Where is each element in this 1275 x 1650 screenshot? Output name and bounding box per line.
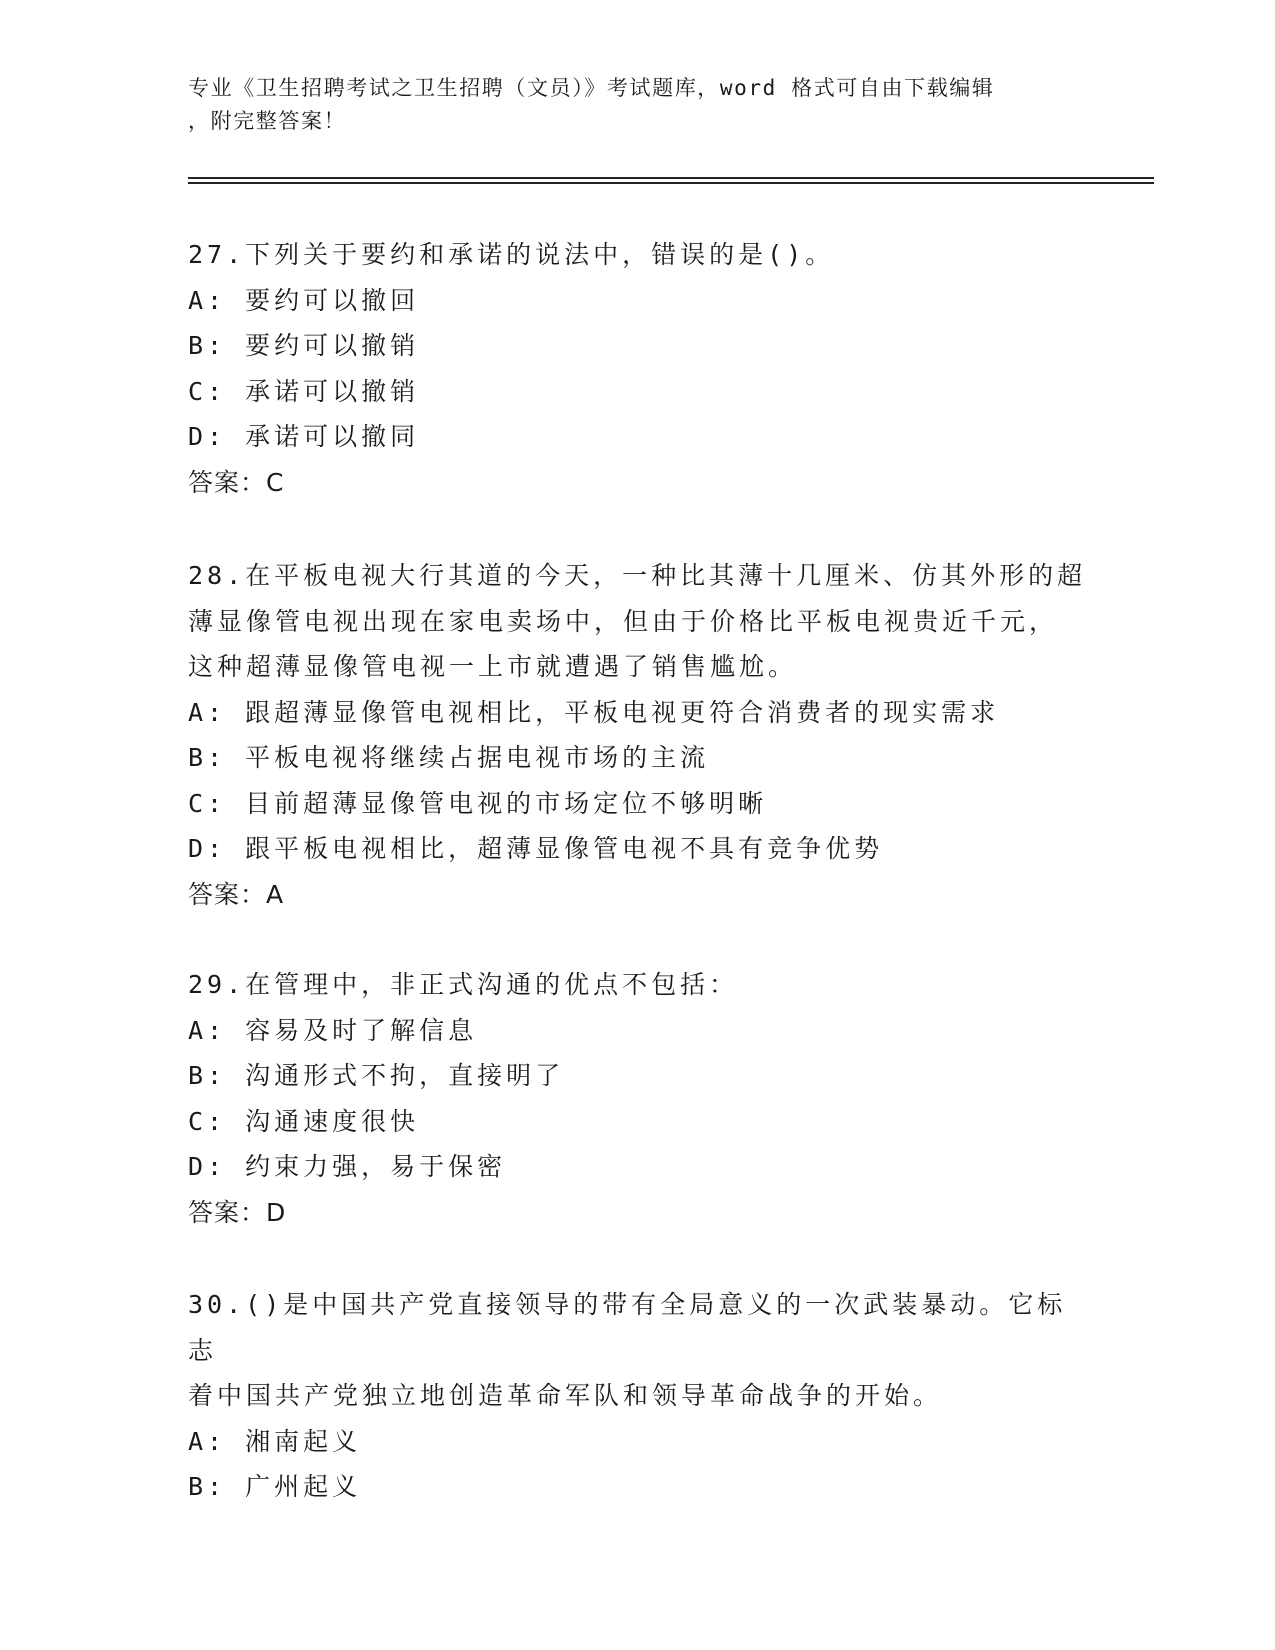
option-a: A: 容易及时了解信息 <box>188 1015 478 1045</box>
header-line-1: 专业《卫生招聘考试之卫生招聘（文员）》考试题库，word 格式可自由下载编辑 <box>188 76 995 100</box>
question-29 <box>188 962 1088 1235</box>
question-stem-line-1: 28.在平板电视大行其道的今天，一种比其薄十几厘米、仿其外形的超 <box>188 561 1087 590</box>
question-stem: 27.下列关于要约和承诺的说法中，错误的是()。 <box>188 240 835 269</box>
option-d: D: 跟平板电视相比，超薄显像管电视不具有竞争优势 <box>188 834 884 863</box>
question-stem-line-1: 30.()是中国共产党直接领导的带有全局意义的一次武装暴动。它标志 <box>188 1290 1067 1365</box>
header-divider-bottom <box>188 182 1154 184</box>
question-30 <box>188 1282 1088 1510</box>
question-stem-line-2: 着中国共产党独立地创造革命军队和领导革命战争的开始。 <box>188 1381 943 1410</box>
question-stem-line-3: 这种超薄显像管电视一上市就遭遇了销售尴尬。 <box>188 652 798 681</box>
option-c: C: 承诺可以撤销 <box>188 376 420 406</box>
question-stem: 29.在管理中，非正式沟通的优点不包括： <box>188 970 739 999</box>
option-d: D: 约束力强，易于保密 <box>188 1152 507 1181</box>
option-a: A: 跟超薄显像管电视相比，平板电视更符合消费者的现实需求 <box>188 697 1000 727</box>
answer-line: 答案：C <box>188 467 285 497</box>
option-b: B: 广州起义 <box>188 1472 362 1501</box>
answer-line: 答案：D <box>188 1197 287 1227</box>
option-d: D: 承诺可以撤同 <box>188 422 420 451</box>
option-a: A: 湘南起义 <box>188 1426 362 1456</box>
answer-line: 答案：A <box>188 879 285 909</box>
header-line-2: ，附完整答案！ <box>188 109 347 133</box>
question-27 <box>188 232 1088 505</box>
header-divider-top <box>188 177 1154 179</box>
option-a: A: 要约可以撤回 <box>188 285 420 315</box>
option-c: C: 目前超薄显像管电视的市场定位不够明晰 <box>188 788 768 818</box>
option-b: B: 要约可以撤销 <box>188 331 420 360</box>
option-b: B: 平板电视将继续占据电视市场的主流 <box>188 743 710 772</box>
option-c: C: 沟通速度很快 <box>188 1106 420 1136</box>
question-stem-line-2: 薄显像管电视出现在家电卖场中，但由于价格比平板电视贵近千元， <box>188 606 1059 636</box>
question-28 <box>188 553 1088 917</box>
option-b: B: 沟通形式不拘，直接明了 <box>188 1061 565 1090</box>
document-header <box>188 72 1078 138</box>
